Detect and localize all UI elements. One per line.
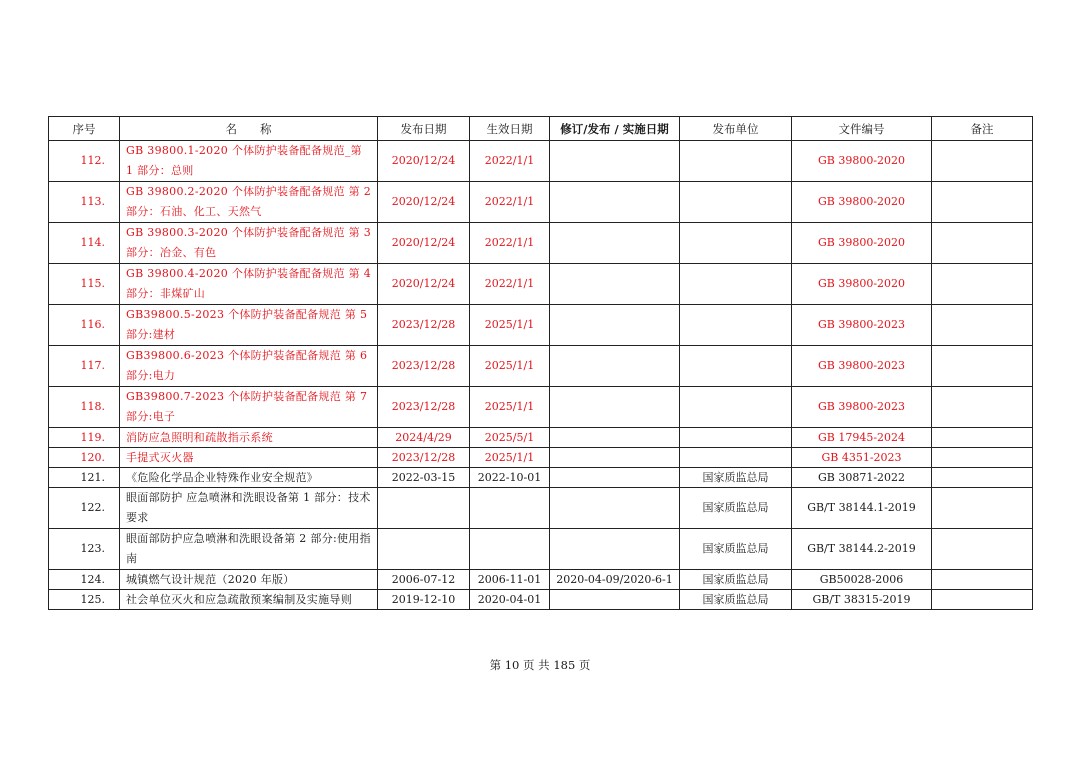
row-publish-date: 2020/12/24 [378,182,470,223]
row-remark [932,182,1033,223]
row-revision-date [550,590,680,610]
table-row [49,387,1033,428]
row-remark [932,346,1033,387]
row-issuer: 国家质监总局 [680,590,792,610]
row-name: GB 39800.1-2020 个体防护装备配备规范_第 1 部分：总则 [120,141,378,182]
row-seq: 112. [49,141,120,182]
row-doc-no: GB50028-2006 [792,570,932,590]
row-publish-date: 2006-07-12 [378,570,470,590]
row-name: 城镇燃气设计规范（2020 年版） [120,570,378,590]
row-issuer [680,182,792,223]
row-seq: 125. [49,590,120,610]
row-seq: 116. [49,305,120,346]
header-publish-date: 发布日期 [378,117,470,141]
row-remark [932,264,1033,305]
row-issuer [680,428,792,448]
row-revision-date: 2020-04-09/2020-6-1 [550,570,680,590]
row-revision-date [550,305,680,346]
row-seq: 122. [49,488,120,529]
row-issuer [680,387,792,428]
row-publish-date: 2019-12-10 [378,590,470,610]
row-revision-date [550,529,680,570]
row-publish-date: 2020/12/24 [378,223,470,264]
row-revision-date [550,428,680,448]
row-name: 眼面部防护应急喷淋和洗眼设备第 2 部分:使用指南 [120,529,378,570]
table-row [49,529,1033,570]
row-remark [932,141,1033,182]
row-effective-date: 2025/5/1 [470,428,550,448]
table-row [49,305,1033,346]
row-revision-date [550,448,680,468]
row-effective-date [470,529,550,570]
row-publish-date: 2024/4/29 [378,428,470,448]
row-remark [932,305,1033,346]
table-row [49,448,1033,468]
row-publish-date: 2023/12/28 [378,346,470,387]
row-effective-date: 2020-04-01 [470,590,550,610]
row-doc-no: GB 30871-2022 [792,468,932,488]
row-revision-date [550,182,680,223]
row-name: GB 39800.4-2020 个体防护装备配备规范 第 4 部分：非煤矿山 [120,264,378,305]
row-seq: 113. [49,182,120,223]
row-seq: 123. [49,529,120,570]
row-remark [932,590,1033,610]
row-effective-date: 2025/1/1 [470,448,550,468]
row-remark [932,468,1033,488]
header-seq: 序号 [49,117,120,141]
row-effective-date: 2022-10-01 [470,468,550,488]
row-doc-no: GB/T 38144.2-2019 [792,529,932,570]
table-row [49,428,1033,448]
header-issuer: 发布单位 [680,117,792,141]
row-publish-date: 2020/12/24 [378,264,470,305]
row-doc-no: GB 39800-2020 [792,141,932,182]
row-publish-date [378,529,470,570]
row-name: GB39800.5-2023 个体防护装备配备规范 第 5 部分:建材 [120,305,378,346]
row-seq: 124. [49,570,120,590]
row-remark [932,428,1033,448]
row-effective-date: 2022/1/1 [470,264,550,305]
row-revision-date [550,141,680,182]
row-issuer: 国家质监总局 [680,529,792,570]
table-header-row [49,117,1033,141]
row-doc-no: GB/T 38315-2019 [792,590,932,610]
row-name: 眼面部防护 应急喷淋和洗眼设备第 1 部分：技术要求 [120,488,378,529]
row-name: GB 39800.2-2020 个体防护装备配备规范 第 2 部分：石油、化工、天然气 [120,182,378,223]
table-row [49,141,1033,182]
row-remark [932,448,1033,468]
row-doc-no: GB 39800-2020 [792,264,932,305]
row-remark [932,488,1033,529]
row-name: GB39800.6-2023 个体防护装备配备规范 第 6 部分:电力 [120,346,378,387]
row-issuer: 国家质监总局 [680,468,792,488]
row-doc-no: GB 4351-2023 [792,448,932,468]
row-revision-date [550,387,680,428]
row-issuer: 国家质监总局 [680,570,792,590]
row-doc-no: GB 39800-2023 [792,387,932,428]
row-doc-no: GB 39800-2023 [792,346,932,387]
header-name: 名 称 [120,117,378,141]
row-name: GB 39800.3-2020 个体防护装备配备规范 第 3 部分：冶金、有色 [120,223,378,264]
row-publish-date: 2023/12/28 [378,387,470,428]
row-publish-date: 2022-03-15 [378,468,470,488]
row-effective-date: 2025/1/1 [470,305,550,346]
row-revision-date [550,223,680,264]
row-revision-date [550,488,680,529]
table-row [49,570,1033,590]
row-revision-date [550,346,680,387]
header-revision-date: 修订/发布 / 实施日期 [550,117,680,141]
row-name: 《危险化学品企业特殊作业安全规范》 [120,468,378,488]
header-doc-no: 文件编号 [792,117,932,141]
row-doc-no: GB 17945-2024 [792,428,932,448]
row-doc-no: GB 39800-2023 [792,305,932,346]
table-row [49,223,1033,264]
row-seq: 119. [49,428,120,448]
row-effective-date: 2022/1/1 [470,141,550,182]
regulations-table [48,116,1033,610]
row-effective-date: 2022/1/1 [470,223,550,264]
row-remark [932,570,1033,590]
row-issuer [680,141,792,182]
table-row [49,346,1033,387]
row-effective-date: 2025/1/1 [470,346,550,387]
row-doc-no: GB/T 38144.1-2019 [792,488,932,529]
row-seq: 118. [49,387,120,428]
row-publish-date: 2023/12/28 [378,305,470,346]
row-issuer [680,346,792,387]
row-name: 手提式灭火器 [120,448,378,468]
row-revision-date [550,468,680,488]
row-publish-date: 2023/12/28 [378,448,470,468]
row-seq: 115. [49,264,120,305]
table-row [49,488,1033,529]
row-seq: 120. [49,448,120,468]
row-name: 消防应急照明和疏散指示系统 [120,428,378,448]
row-publish-date [378,488,470,529]
row-issuer: 国家质监总局 [680,488,792,529]
header-effective-date: 生效日期 [470,117,550,141]
row-seq: 114. [49,223,120,264]
row-effective-date: 2025/1/1 [470,387,550,428]
row-publish-date: 2020/12/24 [378,141,470,182]
row-seq: 117. [49,346,120,387]
page-number-footer: 第 10 页 共 185 页 [489,658,591,672]
row-issuer [680,305,792,346]
table-row [49,468,1033,488]
row-name: 社会单位灭火和应急疏散预案编制及实施导则 [120,590,378,610]
row-revision-date [550,264,680,305]
row-effective-date [470,488,550,529]
row-remark [932,387,1033,428]
row-issuer [680,223,792,264]
row-issuer [680,264,792,305]
table-row [49,590,1033,610]
row-doc-no: GB 39800-2020 [792,182,932,223]
row-remark [932,223,1033,264]
table-row [49,264,1033,305]
row-remark [932,529,1033,570]
row-effective-date: 2006-11-01 [470,570,550,590]
row-seq: 121. [49,468,120,488]
row-name: GB39800.7-2023 个体防护装备配备规范 第 7 部分:电子 [120,387,378,428]
header-remark: 备注 [932,117,1033,141]
row-issuer [680,448,792,468]
table-row [49,182,1033,223]
row-effective-date: 2022/1/1 [470,182,550,223]
row-doc-no: GB 39800-2020 [792,223,932,264]
